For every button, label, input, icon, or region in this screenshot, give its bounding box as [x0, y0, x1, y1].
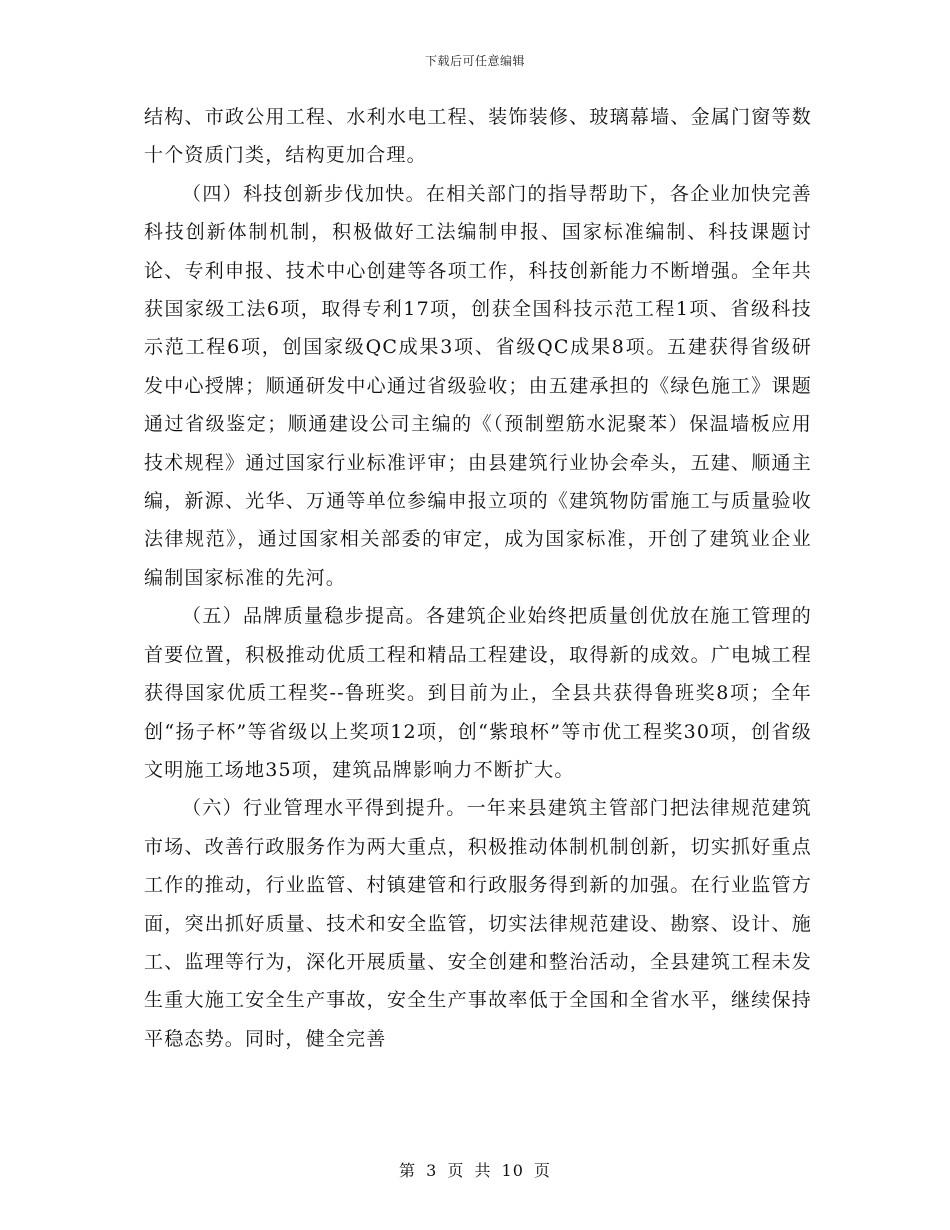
body-text: [144, 98, 812, 1058]
paragraph-section-4: （四）科技创新步伐加快。在相关部门的指导帮助下，各企业加快完善科技创新体制机制，积极做好工法编制申报、国家标准编制、科技课题讨论、专利申报、技术中心创建等各项工作，科技创新能力不断增强。全年共获国家级工法6项，取得专利17项，创获全国科技示范工程1项、省级科技示范工程6项，创国家级QC成果3项、省级QC成果8项。五建获得省级研发中心授牌；顺通研发中心通过省级验收；由五建承担的《绿色施工》课题通过省级鉴定；顺通建设公司主编的《（预制塑筋水泥聚苯）保温墙板应用技术规程》通过国家行业标准评审；由县建筑行业协会牵头，五建、顺通主编，新源、光华、万通等单位参编申报立项的《建筑物防雷施工与质量验收法律规范》，通过国家相关部委的审定，成为国家标准，开创了建筑业企业编制国家标准的先河。: [144, 182, 812, 589]
page-header: 下载后可任意编辑: [424, 54, 525, 68]
paragraph-section-5: （五）品牌质量稳步提高。各建筑企业始终把质量创优放在施工管理的首要位置，积极推动优质工程和精品工程建设，取得新的成效。广电城工程获得国家优质工程奖--鲁班奖。到目前为止，全县共获得鲁班奖8项；全年创“扬子杯”等省级以上奖项12项，创“紫琅杯”等市优工程奖30项，创省级文明施工场地35项，建筑品牌影响力不断扩大。: [144, 605, 812, 781]
page-footer: 第 3 页 共 10 页: [399, 1161, 551, 1180]
paragraph-continuation: 结构、市政公用工程、水利水电工程、装饰装修、玻璃幕墙、金属门窗等数十个资质门类，结构更加合理。: [144, 106, 812, 167]
paragraph-section-6: （六）行业管理水平得到提升。一年来县建筑主管部门把法律规范建筑市场、改善行政服务作为两大重点，积极推动体制机制创新，切实抓好重点工作的推动，行业监管、村镇建管和行政服务得到新的加强。在行业监管方面，突出抓好质量、技术和安全监管，切实法律规范建设、勘察、设计、施工、监理等行为，深化开展质量、安全创建和整治活动，全县建筑工程未发生重大施工安全生产事故，安全生产事故率低于全国和全省水平，继续保持平稳态势。同时，健全完善: [144, 797, 812, 1050]
